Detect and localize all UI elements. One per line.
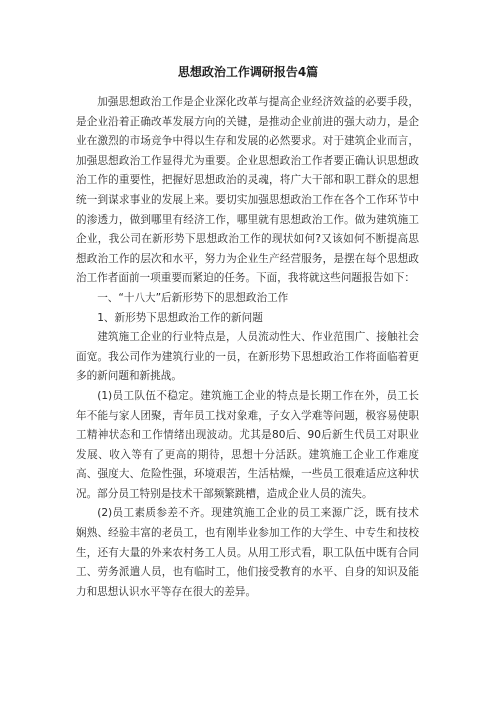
paragraph-point-1: (1)员工队伍不稳定。建筑施工企业的特点是长期工作在外，员工长年不能与家人团聚，青年员工找对象难，子女入学难等问题，极容易使职工精神状态和工作情绪出现波动。尤其是80后、90后新生代员工对职业发展、收入等有了更高的期待，思想十分活跃。建筑施工企业工作难度高、强度大、危险性强，环境艰苦，生活枯燥，一些员工很难适应这种状况。部分员工特别是技术干部频繁跳槽，造成企业人员的流失。 <box>76 389 419 500</box>
paragraph-intro: 加强思想政治工作是企业深化改革与提高企业经济效益的必要手段，是企业沿着正确改革发展方向的关键，是推动企业前进的强大动力，是企业在激烈的市场竞争中得以生存和发展的必然要求。对于建筑企业而言，加强思想政治工作显得尤为重要。企业思想政治工作者要正确认识思想政治工作的重要性，把握好思想政治的灵魂，将广大干部和职工群众的思想统一到谋求事业的发展上来。要切实加强思想政治工作在各个工作环节中的渗透力，做到哪里有经济工作，哪里就有思想政治工作。做为建筑施工企业，我公司在新形势下思想政治工作的现状如何?又该如何不断提高思想政治工作的层次和水平，努力为企业生产经营服务，是摆在每个思想政治工作者面前一项重要而紧迫的任务。下面，我将就这些问题报告如下： <box>76 96 419 285</box>
subsection-heading: 1、新形势下思想政治工作的新问题 <box>97 311 263 324</box>
document-body <box>76 93 419 602</box>
section-heading: 一、“十八大”后新形势下的思想政治工作 <box>97 291 289 304</box>
paragraph-point-2: (2)员工素质参差不齐。现建筑施工企业的员工来源广泛，既有技术娴熟、经验丰富的老员工，也有刚毕业参加工作的大学生、中专生和技校生，还有大量的外来农村务工人员。从用工形式看，职工队伍中既有合同工、劳务派遣人员，也有临时工，他们接受教育的水平、自身的知识及能力和思想认识水平等存在很大的差异。 <box>76 507 419 598</box>
document-title: 思想政治工作调研报告4篇 <box>177 65 319 79</box>
paragraph-industry: 建筑施工企业的行业特点是，人员流动性大、作业范围广、接触社会面宽。我公司作为建筑行业的一员，在新形势下思想政治工作将面临着更多的新问题和新挑战。 <box>76 331 419 383</box>
